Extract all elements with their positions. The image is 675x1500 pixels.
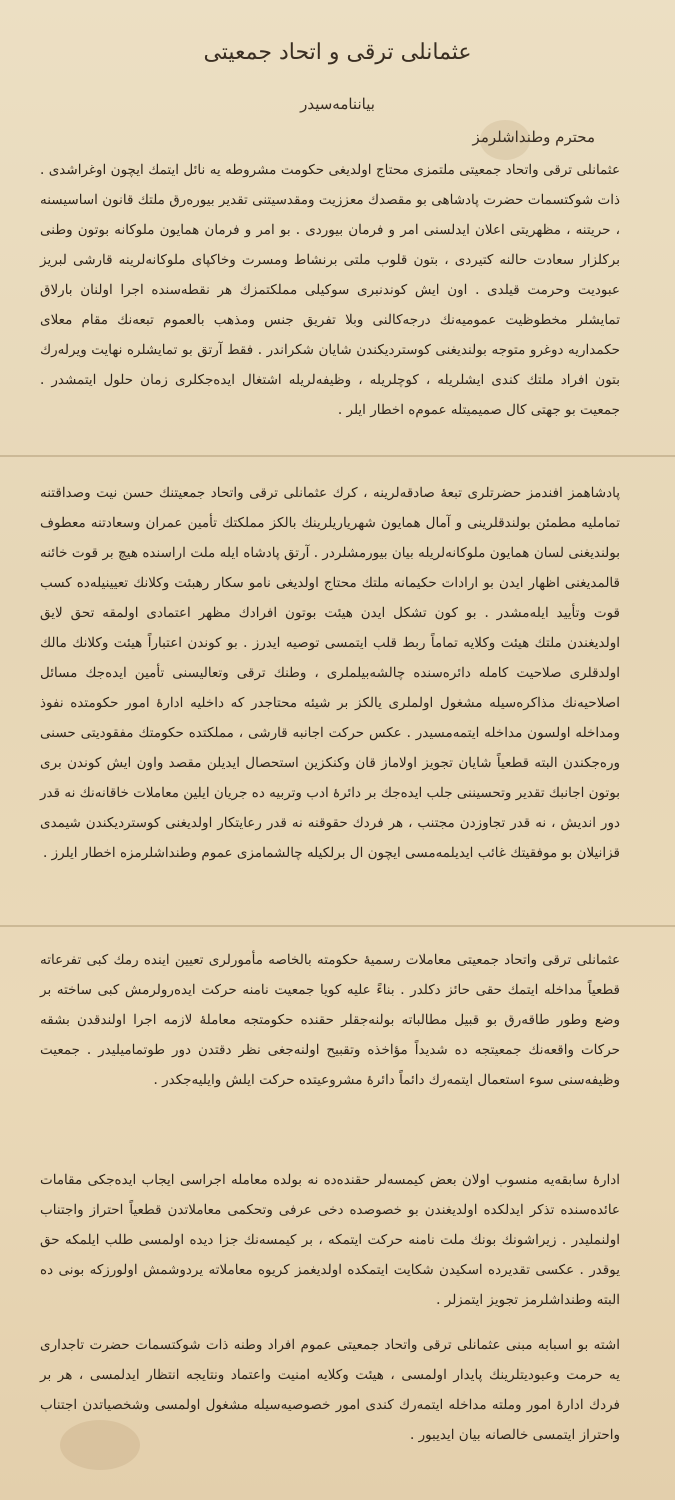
paragraph-4: ادارۀ سابقه‌یه منسوب اولان بعض کیمسه‌لر حقنده‌ده نه بولده معامله اجراسی ایجاب ایده‌جکی مقامات عائده‌سنده تذکر ایدلکده اولدیغندن بو خصوصده دخی عرفی وتحکمی معاملاتدن قطعیاً احتراز واجتناب اولنملیدر . زیراشونك بونك ملت نامنه حرکت ایتمکه ، بر کیمسه‌نك جزا دیده اولمسی طلب ایلمکه حق یوقدر . عکسی تقدیرده اسکیدن شکایت ایتمکده اولدیغمز کریوه معاملاته یردوشمش اولورزکه بونی ده البته وطنداشلرمز تجویز ایتمزلر . (40, 1172, 620, 1308)
paragraph-3: عثمانلی ترقی واتحاد جمعیتی معاملات رسمیۀ حکومته بالخاصه مأمورلری تعیین اینده رمك کبی تفرعاته قطعیاً مداخله ایتمك حقی حائز دکلدر . بناءً علیه کویا جمعیت نامنه حرکت ایده‌رولرمش کبی ساخته بر وضع وطور طاقه‌رق بو قبیل مطالباته بولنه‌جقلر حقنده حکومتجه معاملۀ لازمه اجرا اولندقدن بشقه حرکات واقعه‌نك جمعیتجه ده شدیداً مؤاخذه وتقبیح اولنه‌جغی نظر دقتدن دور طوتمامیلیدر . جمعیت وظیفه‌سنی سوء استعمال ایتمه‌رك دائماً دائرۀ مشروعیتده حرکت ایلش وایلیه‌جکدر . (40, 952, 620, 1088)
paragraph-5: اشته بو اسبابه مبنی عثمانلی ترقی واتحاد جمعیتی عموم افراد وطنه ذات شوکتسمات حضرت تاجداری یه حرمت وعبودیتلرینك پایدار اولمسی ، هیئت وکلایه امنیت واعتماد ونتایجه انتظار ایدلمسی ، هر بر فردك ادارۀ امور وملته مداخله ایتمه‌رك کندی امور خصوصیه‌سیله مشغول اولمسی وشخصیاتدن اجتناب واحتراز ایتمسی خالصانه بیان ایدیبور . (40, 1337, 620, 1443)
paragraph-2: پادشاهمز افندمز حضرتلری تبعۀ صادقه‌لرینه ، کرك عثمانلی ترقی واتحاد جمعیتنك حسن نیت وصداقتنه تماملیه مطمئن بولندقلرینی و آمال همایون شهریاریلرینك بالکز مملکتك تأمین عمران وسعادتنه معطوف بولندیغنی لسان همایون ملوکانه‌لریله بیان بیورمشلردر . آرتق پادشاه ایله ملت اراسنده هیچ بر قوت خائنه قالمدیغنی اظهار ایدن بو ارادات حکیمانه ملتك محتاج اولدیغی نامو سکار رهبئت وکلانك تعیینیله‌ده کسب قوت وتأیید ایله‌مشدر . بو کون تشکل ایدن هیئت بوتون افرادك مظهر اعتمادی اولمقه تحق لایق اولدیغندن ملتك هیئت وکلایه تماماً ربط قلب ایتمسی توصیه ایدرز . بو کوندن اعتباراً هیئت وکلانك مالك اولدقلری صلاحیت کامله دائره‌سنده چالشه‌بیلملری ، وطنك ترقی وتعالیسنی تأمین ایده‌جك مسائل اصلاحیه‌نك مذاکره‌سیله مشغول اولملری یالکز بر شیئه محتاجدر که داخلیه ادارۀ امور حکومتده‌ نفوذ ومداخله اولسون مداخله ایتمه‌مسیدر . عکس حرکت اجانبه قارشی ، مملکتده حکومتك مفقودیتی حسنی وره‌جکندن البته قطعیاً شایان تجویز اولاماز قان وکنکزین استحصال ایدیلن مقصد واون ایش کوندن بری بوتون اجانبك تقدیر وتحسیننی جلب ایده‌جك بر دائرۀ ادب وتربیه ده جریان ایلین معاملات خاقانه‌نك نه قدر دور اندیش ، نه قدر تجاوزدن مجتنب ، هر فردك حقوقنه نه قدر رعایتکار اولدیغنی کوستردیکندن شیمدی قزانیلان بو موفقیتك غائب ایدیلمه‌مسی ایچون ال برلکیله چالشمامزی عموم وطنداشلرمزه اخطار ایلرز . (40, 485, 620, 861)
salutation: محترم وطنداشلرمز (472, 128, 595, 146)
document-subtitle: بیاننامه‌سیدر (300, 95, 375, 113)
document-title-text: عثمانلی ترقی و اتحاد جمعیتی (203, 40, 472, 65)
document-title (0, 40, 675, 65)
paragraph-1: عثمانلی ترقی واتحاد جمعیتی ملتمزی محتاج اولدیغی حکومت مشروطه یه نائل ایتمك ایچون اوغراشدی . ذات شوکتسمات حضرت پادشاهی بو مقصدك معززیت ومقدسیتنی تقدیر بیوره‌رق ملتك قانون اساسیسنه ، حریتنه ، مظهریتی اعلان ایدلسنی امر و فرمان بیوردی . بو امر و فرمان همایون ملوکانه بوتون وطنی برکلزار سعادت حالنه کتیردی ، بتون قلوب ملتی برنشاط ومسرت وخاکپای ملوکانه‌لرینه قارشی لبریز عبودیت وحرمت قیلدی . اون ایش کوندنبری سوکیلی مملکتمزك هر نقطه‌سنده اجرا اولنان بارلاق تمایشلر مخطوظیت عمومیه‌نك درجه‌کالنی وبلا تفریق جنس ومذهب بالعموم تبعه‌نك مقام معلای حکمداریه دوغرو متوجه بولندیغنی کوستردیکندن شایان شکراندر . فقط آرتق بو تمایشلره نهایت ویرله‌رك بتون افراد ملتك کندی ایشلریله ، کوچلریله ، وظیفه‌لریله اشتغال ایده‌جکلری زمان حلول ایتمشدر . جمعیت بو جهتی کال صمیمیتله عموم‌ه اخطار ایلر . (40, 162, 620, 418)
paper-fold (0, 925, 675, 927)
paper-fold (0, 455, 675, 457)
